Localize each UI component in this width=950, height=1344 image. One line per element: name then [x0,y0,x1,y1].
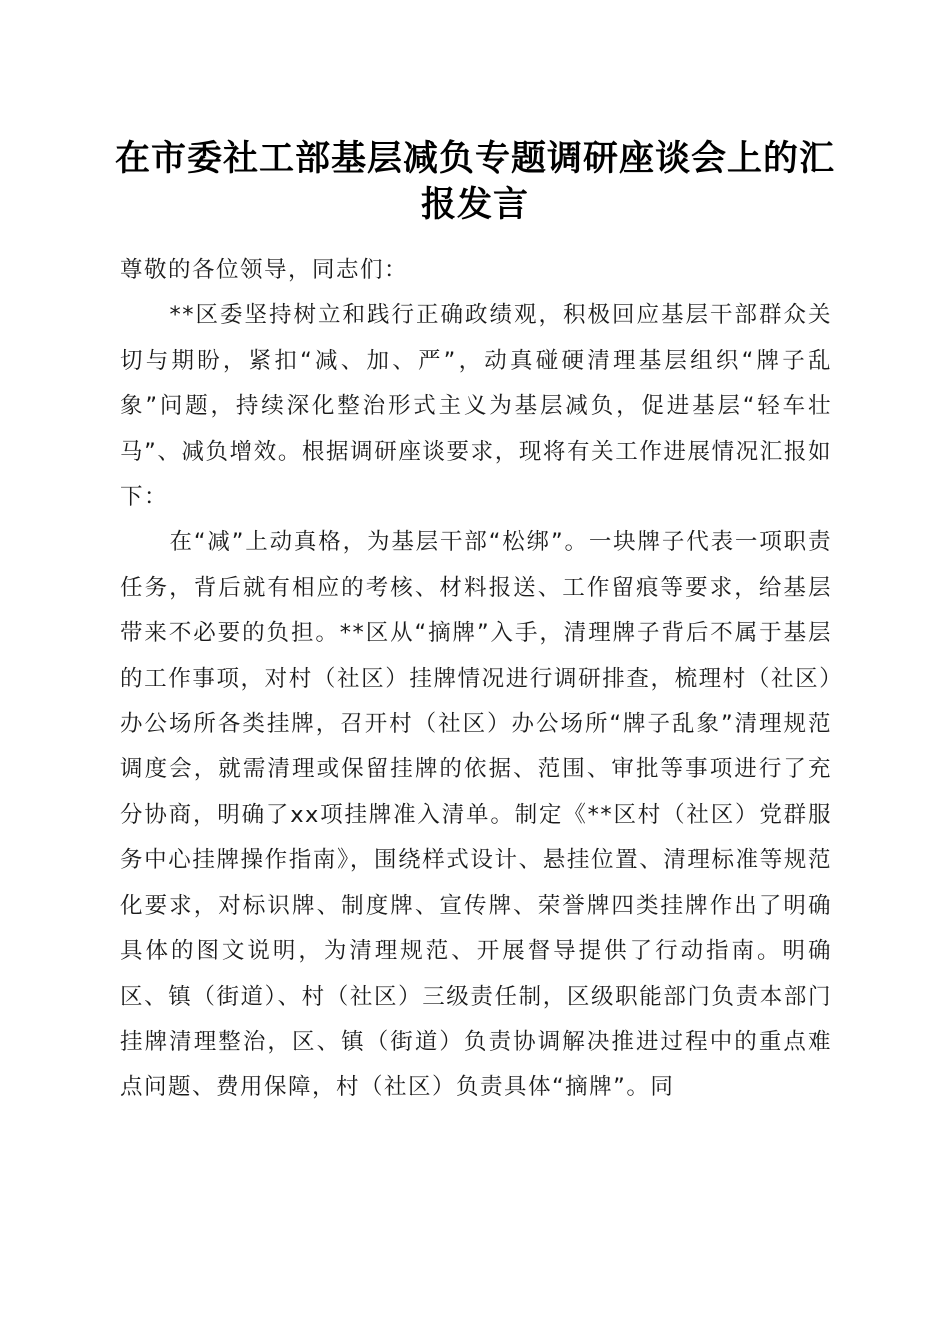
document-body [120,248,832,1111]
paragraph-reduce: 在“减”上动真格，为基层干部“松绑”。一块牌子代表一项职责任务，背后就有相应的考核、材料报送、工作留痕等要求，给基层带来不必要的负担。**区从“摘牌”入手，清理牌子背后不属于基层的工作事项，对村（社区）挂牌情况进行调研排查，梳理村（社区）办公场所各类挂牌，召开村（社区）办公场所“牌子乱象”清理规范调度会，就需清理或保留挂牌的依据、范围、审批等事项进行了充分协商，明确了xx项挂牌准入清单。制定《**区村（社区）党群服务中心挂牌操作指南》，围绕样式设计、悬挂位置、清理标准等规范化要求，对标识牌、制度牌、宣传牌、荣誉牌四类挂牌作出了明确具体的图文说明，为清理规范、开展督导提供了行动指南。明确区、镇（街道）、村（社区）三级责任制，区级职能部门负责本部门挂牌清理整治，区、镇（街道）负责协调解决推进过程中的重点难点问题、费用保障，村（社区）负责具体“摘牌”。同 [120,529,832,1101]
paragraph-intro: **区委坚持树立和践行正确政绩观，积极回应基层干部群众关切与期盼，紧扣“减、加、严”，动真碰硬清理基层组织“牌子乱象”问题，持续深化整治形式主义为基层减负，促进基层“轻车壮马”、减负增效。根据调研座谈要求，现将有关工作进展情况汇报如下： [120,302,832,511]
salutation: 尊敬的各位领导，同志们： [120,257,409,283]
document-title: 在市委社工部基层减负专题调研座谈会上的汇报发言 [114,138,835,225]
